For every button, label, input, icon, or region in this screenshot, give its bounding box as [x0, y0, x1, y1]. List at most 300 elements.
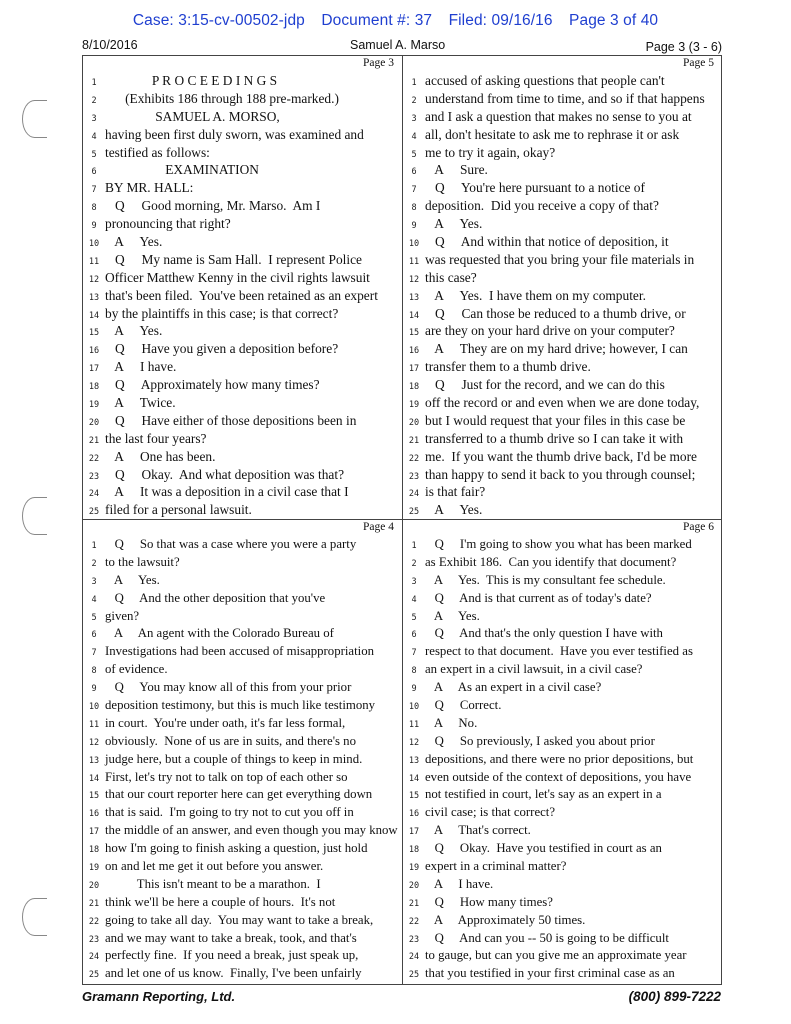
transcript-line [403, 127, 722, 145]
line-number: 3 [91, 576, 97, 587]
line-text: in court. You're under oath, it's far less formal, [105, 715, 346, 730]
line-text: Q Approximately how many times? [105, 377, 320, 393]
reporter-phone: (800) 899-7222 [628, 989, 721, 1004]
line-text: that you testified in your first criminal case as an [425, 966, 675, 981]
transcript-line [83, 73, 402, 91]
line-number: 14 [408, 773, 420, 784]
transcript-line [403, 467, 722, 485]
line-text: Q My name is Sam Hall. I represent Police [105, 251, 362, 267]
page-label: Page 5 [683, 57, 714, 69]
transcript-line [83, 449, 402, 467]
binder-hole [22, 898, 47, 936]
transcript-line [403, 145, 722, 163]
line-text: (Exhibits 186 through 188 pre-marked.) [105, 90, 339, 106]
line-number: 2 [91, 95, 97, 106]
reporter-name: Gramann Reporting, Ltd. [82, 989, 236, 1004]
transcript-line [83, 109, 402, 127]
transcript-line [403, 752, 722, 770]
line-number: 25 [88, 970, 100, 981]
line-number: 18 [408, 382, 420, 393]
transcript-line [403, 895, 722, 913]
filed-date: Filed: 09/16/16 [448, 12, 553, 29]
line-number: 14 [88, 773, 100, 784]
line-number: 13 [88, 292, 100, 303]
transcript-line [403, 626, 722, 644]
line-number: 2 [411, 95, 417, 106]
transcript-line [83, 662, 402, 680]
transcript-line [403, 823, 722, 841]
transcript-page-4 [83, 520, 402, 982]
transcript-line [83, 823, 402, 841]
transcript-line [403, 377, 722, 395]
line-number: 19 [88, 863, 100, 874]
transcript-line [403, 698, 722, 716]
line-text: me to try it again, okay? [425, 144, 556, 160]
transcript-line [83, 145, 402, 163]
line-text: Q So previously, I asked you about prior [425, 733, 655, 748]
line-number: 22 [408, 916, 420, 927]
case-header [0, 12, 791, 30]
line-number: 21 [88, 435, 100, 446]
line-text: civil case; is that correct? [425, 805, 556, 820]
line-number: 20 [88, 417, 100, 428]
line-number: 17 [88, 364, 100, 375]
line-number: 7 [411, 648, 417, 659]
line-number: 23 [88, 934, 100, 945]
line-number: 9 [91, 684, 97, 695]
line-number: 18 [88, 845, 100, 856]
transcript-line [403, 234, 722, 252]
line-text: SAMUEL A. MORSO, [105, 108, 280, 124]
line-number: 1 [411, 78, 417, 88]
line-text: Q How many times? [425, 894, 553, 909]
line-number: 13 [408, 292, 420, 303]
line-text: deposition testimony, but this is much like testimony [105, 698, 376, 713]
transcript-line [83, 734, 402, 752]
transcript-line [83, 467, 402, 485]
transcript-line [83, 162, 402, 180]
transcript-line [83, 377, 402, 395]
line-number: 19 [408, 863, 420, 874]
line-text: than happy to send it back to you through counsel; [425, 466, 696, 482]
transcript-line [403, 431, 722, 449]
line-number: 2 [411, 558, 417, 569]
transcript-line [83, 341, 402, 359]
line-number: 3 [91, 113, 97, 124]
deposition-date: 8/10/2016 [82, 38, 138, 52]
transcript-page-6 [403, 520, 722, 982]
line-text: A That's correct. [425, 823, 531, 838]
transcript-line [83, 216, 402, 234]
line-number: 15 [88, 328, 100, 339]
line-text: transferred to a thumb drive so I can take it with [425, 430, 684, 446]
transcript-line [403, 537, 722, 555]
transcript-page-5 [403, 56, 722, 518]
transcript-line [83, 555, 402, 573]
line-number: 5 [411, 612, 417, 623]
line-number: 17 [408, 364, 420, 375]
transcript-grid [82, 55, 722, 985]
transcript-line [83, 805, 402, 823]
line-text: A Yes. This is my consultant fee schedule. [425, 572, 666, 587]
line-number: 11 [88, 719, 100, 730]
binder-hole [22, 497, 47, 535]
line-number: 24 [88, 489, 100, 500]
line-text: A One has been. [105, 448, 216, 464]
line-number: 20 [88, 880, 100, 891]
line-text: all, don't hesitate to ask me to rephrase it or ask [425, 126, 680, 142]
line-text: me. If you want the thumb drive back, I'd be more [425, 448, 698, 464]
line-text: Investigations had been accused of misappropriation [105, 644, 375, 659]
line-number: 3 [411, 113, 417, 124]
transcript-line [83, 537, 402, 555]
transcript-line [83, 877, 402, 895]
line-number: 6 [91, 167, 97, 178]
transcript-line [83, 591, 402, 609]
transcript-line [83, 573, 402, 591]
transcript-line [403, 716, 722, 734]
line-number: 18 [408, 845, 420, 856]
line-text: by the plaintiffs in this case; is that correct? [105, 305, 339, 321]
line-number: 3 [411, 576, 417, 587]
line-text: A I have. [105, 359, 177, 375]
line-number: 18 [88, 382, 100, 393]
line-text: Q And can you -- 50 is going to be difficult [425, 930, 669, 945]
line-text: Q Okay. And what deposition was that? [105, 466, 345, 482]
transcript-line [403, 931, 722, 949]
line-text: how I'm going to finish asking a question, just hold [105, 841, 368, 856]
line-number: 14 [88, 310, 100, 321]
transcript-line [403, 787, 722, 805]
transcript-line [83, 395, 402, 413]
line-number: 7 [411, 185, 417, 196]
line-text: First, let's try not to talk on top of each other so [105, 769, 348, 784]
transcript-line [403, 877, 722, 895]
line-number: 16 [88, 346, 100, 357]
line-text: and let one of us know. Finally, I've been unfairly [105, 966, 362, 981]
binder-hole [22, 100, 47, 138]
line-number: 21 [408, 898, 420, 909]
transcript-line [83, 198, 402, 216]
line-text: Officer Matthew Kenny in the civil rights lawsuit [105, 269, 370, 285]
transcript-line [83, 948, 402, 966]
transcript-line [403, 680, 722, 698]
page-range: Page 3 (3 - 6) [645, 40, 722, 54]
line-number: 19 [408, 400, 420, 411]
line-number: 24 [408, 489, 420, 500]
line-number: 16 [408, 346, 420, 357]
transcript-line [83, 180, 402, 198]
line-text: A An agent with the Colorado Bureau of [105, 626, 334, 641]
line-text: A Yes. [105, 572, 160, 587]
transcript-line [83, 431, 402, 449]
transcript-line [83, 306, 402, 324]
line-number: 25 [88, 507, 100, 518]
line-text: is that fair? [425, 484, 486, 500]
line-number: 11 [408, 256, 420, 267]
line-text: of evidence. [105, 662, 168, 677]
line-text: EXAMINATION [105, 162, 259, 178]
line-text: Q Correct. [425, 698, 502, 713]
line-text: was requested that you bring your file materials in [425, 251, 695, 267]
transcript-line [403, 323, 722, 341]
line-number: 9 [411, 221, 417, 232]
transcript-line [83, 484, 402, 502]
line-number: 13 [88, 755, 100, 766]
line-number: 6 [411, 167, 417, 178]
line-text: that our court reporter here can get everything down [105, 787, 373, 802]
line-number: 20 [408, 880, 420, 891]
transcript-line [403, 591, 722, 609]
line-number: 11 [408, 719, 420, 730]
transcript-line [403, 73, 722, 91]
transcript-line [403, 91, 722, 109]
transcript-line [403, 662, 722, 680]
line-number: 15 [408, 328, 420, 339]
transcript-line [403, 252, 722, 270]
line-number: 17 [408, 827, 420, 838]
transcript-line [403, 502, 722, 520]
line-text: Q Good morning, Mr. Marso. Am I [105, 198, 321, 214]
transcript-line [83, 502, 402, 520]
line-text: This isn't meant to be a marathon. I [105, 876, 321, 891]
line-number: 9 [411, 684, 417, 695]
transcript-line [403, 644, 722, 662]
line-number: 25 [408, 970, 420, 981]
line-number: 15 [88, 791, 100, 802]
line-text: Q I'm going to show you what has been marked [425, 537, 692, 551]
line-text: that's been filed. You've been retained as an expert [105, 287, 378, 303]
transcript-line [83, 359, 402, 377]
line-number: 11 [88, 256, 100, 267]
line-text: A It was a deposition in a civil case that I [105, 484, 349, 500]
line-number: 5 [91, 149, 97, 160]
line-text: A Yes. [105, 234, 163, 250]
line-number: 2 [91, 558, 97, 569]
transcript-line [83, 413, 402, 431]
line-number: 12 [88, 274, 100, 285]
transcript-line [403, 841, 722, 859]
line-text: Q Okay. Have you testified in court as an [425, 841, 662, 856]
line-number: 23 [408, 934, 420, 945]
line-number: 8 [411, 203, 417, 214]
line-text: A Yes. [425, 608, 480, 623]
line-number: 1 [91, 78, 97, 88]
line-text: A I have. [425, 876, 494, 891]
transcript-line [403, 573, 722, 591]
line-text: deposition. Did you receive a copy of that? [425, 198, 659, 214]
transcript-header [82, 38, 722, 54]
transcript-line [403, 288, 722, 306]
line-text: are they on your hard drive on your computer? [425, 323, 675, 339]
witness-name: Samuel A. Marso [350, 38, 446, 52]
line-number: 5 [91, 612, 97, 623]
line-number: 14 [408, 310, 420, 321]
case-number: Case: 3:15-cv-00502-jdp [132, 12, 305, 29]
line-text: given? [105, 608, 140, 623]
page-label: Page 4 [363, 521, 394, 533]
line-text: depositions, and there were no prior depositions, but [425, 751, 694, 766]
transcript-line [403, 734, 722, 752]
transcript-line [403, 609, 722, 627]
transcript-line [83, 323, 402, 341]
line-text: Q And within that notice of deposition, it [425, 234, 669, 250]
transcript-line [83, 841, 402, 859]
page-label: Page 3 [363, 57, 394, 69]
line-number: 23 [408, 471, 420, 482]
transcript-line [403, 395, 722, 413]
transcript-line [403, 198, 722, 216]
transcript-line [403, 341, 722, 359]
transcript-line [403, 109, 722, 127]
transcript-line [403, 948, 722, 966]
line-number: 6 [91, 630, 97, 641]
line-number: 24 [88, 952, 100, 963]
line-text: transfer them to a thumb drive. [425, 359, 591, 375]
transcript-line [403, 270, 722, 288]
line-text: expert in a criminal matter? [425, 859, 567, 874]
transcript-line [83, 127, 402, 145]
transcript-line [403, 913, 722, 931]
line-number: 8 [91, 203, 97, 214]
transcript-line [403, 180, 722, 198]
transcript-page-3 [83, 56, 402, 518]
line-number: 23 [88, 471, 100, 482]
line-number: 8 [91, 666, 97, 677]
line-number: 7 [91, 185, 97, 196]
transcript-line [403, 162, 722, 180]
line-text: Q You're here pursuant to a notice of [425, 180, 645, 196]
line-number: 24 [408, 952, 420, 963]
transcript-line [403, 484, 722, 502]
line-number: 19 [88, 400, 100, 411]
line-text: A They are on my hard drive; however, I can [425, 341, 688, 357]
line-number: 10 [408, 702, 420, 713]
line-number: 4 [91, 131, 97, 142]
line-text: obviously. None of us are in suits, and there's no [105, 733, 356, 748]
line-text: A Sure. [425, 162, 488, 178]
line-text: as Exhibit 186. Can you identify that document? [425, 554, 677, 569]
transcript-line [83, 288, 402, 306]
line-number: 16 [408, 809, 420, 820]
page-label: Page 6 [683, 521, 714, 533]
line-text: judge here, but a couple of things to keep in mind. [105, 751, 363, 766]
line-text: A Yes. [425, 216, 483, 232]
line-text: and I ask a question that makes no sense to you at [425, 108, 692, 124]
line-text: testified as follows: [105, 144, 210, 160]
line-text: Q Just for the record, and we can do this [425, 377, 665, 393]
line-text: understand from time to time, and so if that happens [425, 90, 705, 106]
line-number: 21 [408, 435, 420, 446]
line-text: Q Have either of those depositions been in [105, 412, 357, 428]
transcript-line [83, 252, 402, 270]
line-number: 22 [408, 453, 420, 464]
line-number: 25 [408, 507, 420, 518]
line-number: 4 [91, 594, 97, 605]
line-text: Q So that was a case where you were a party [105, 537, 357, 551]
line-number: 1 [411, 541, 417, 551]
transcript-line [403, 805, 722, 823]
line-number: 20 [408, 417, 420, 428]
line-number: 12 [88, 737, 100, 748]
transcript-line [83, 234, 402, 252]
line-text: A Yes. I have them on my computer. [425, 287, 646, 303]
line-text: A Yes. [425, 502, 483, 518]
line-text: but I would request that your files in this case be [425, 412, 686, 428]
transcript-line [83, 91, 402, 109]
line-text: BY MR. HALL: [105, 180, 194, 196]
line-text: accused of asking questions that people can't [425, 73, 665, 88]
line-number: 17 [88, 827, 100, 838]
line-text: respect to that document. Have you ever testified as [425, 644, 693, 659]
line-text: not testified in court, let's say as an expert in a [425, 787, 662, 802]
line-number: 5 [411, 149, 417, 160]
line-text: this case? [425, 269, 477, 285]
line-text: to gauge, but can you give me an approximate year [425, 948, 687, 963]
line-number: 6 [411, 630, 417, 641]
line-number: 10 [408, 239, 420, 250]
line-number: 7 [91, 648, 97, 659]
line-text: on and let me get it out before you answer. [105, 859, 324, 874]
line-text: the last four years? [105, 430, 207, 446]
line-number: 12 [408, 737, 420, 748]
line-text: Q And the other deposition that you've [105, 590, 326, 605]
line-text: Q Can those be reduced to a thumb drive, or [425, 305, 686, 321]
transcript-line [403, 449, 722, 467]
line-text: A No. [425, 715, 478, 730]
transcript-line [83, 966, 402, 984]
transcript-line [403, 859, 722, 877]
line-text: going to take all day. You may want to take a break, [105, 912, 374, 927]
line-text: and we may want to take a break, took, and that's [105, 930, 357, 945]
transcript-line [83, 895, 402, 913]
line-text: think we'll be here a couple of hours. It's not [105, 894, 336, 909]
line-number: 4 [411, 131, 417, 142]
line-text: perfectly fine. If you need a break, just speak up, [105, 948, 359, 963]
transcript-lines [83, 537, 402, 984]
line-text: off the record or and even when we are done today, [425, 395, 700, 411]
transcript-lines [403, 73, 722, 520]
line-number: 4 [411, 594, 417, 605]
line-text: A Twice. [105, 395, 176, 411]
line-number: 10 [88, 702, 100, 713]
transcript-line [83, 698, 402, 716]
line-text: Q You may know all of this from your prior [105, 680, 352, 695]
line-text: pronouncing that right? [105, 216, 231, 232]
line-text: to the lawsuit? [105, 554, 180, 569]
transcript-line [83, 609, 402, 627]
line-number: 8 [411, 666, 417, 677]
transcript-line [83, 644, 402, 662]
line-text: A Yes. [105, 323, 163, 339]
line-text: that is said. I'm going to try not to cut you off in [105, 805, 354, 820]
line-text: even outside of the context of depositions, you have [425, 769, 692, 784]
transcript-line [83, 931, 402, 949]
line-number: 21 [88, 898, 100, 909]
line-number: 1 [91, 541, 97, 551]
line-text: Q And is that current as of today's date? [425, 590, 652, 605]
line-number: 15 [408, 791, 420, 802]
transcript-line [403, 306, 722, 324]
transcript-lines [83, 73, 402, 520]
line-text: Q Have you given a deposition before? [105, 341, 339, 357]
transcript-line [403, 770, 722, 788]
line-text: A As an expert in a civil case? [425, 680, 602, 695]
transcript-line [83, 680, 402, 698]
transcript-line [83, 716, 402, 734]
line-number: 22 [88, 916, 100, 927]
line-number: 12 [408, 274, 420, 285]
